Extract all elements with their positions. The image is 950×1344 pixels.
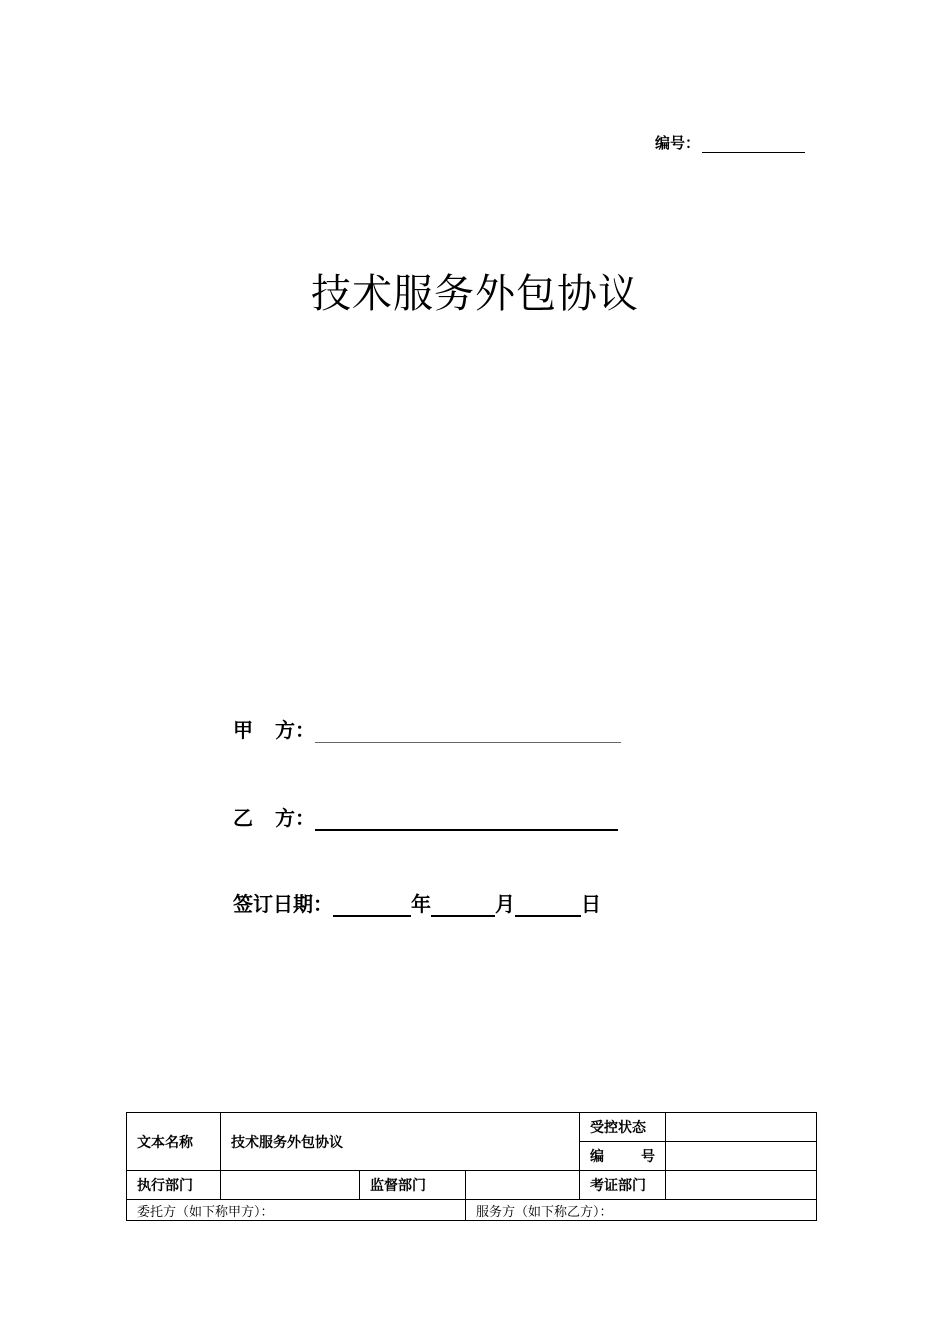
- supervise-dept-value[interactable]: [466, 1171, 580, 1200]
- party-a-label-first: 甲: [233, 718, 253, 742]
- document-number: [655, 132, 805, 153]
- service-label: 服务方（如下称乙方）：: [466, 1200, 817, 1221]
- number-label-first: 编: [590, 1149, 605, 1165]
- party-b-label-first: 乙: [233, 806, 253, 830]
- party-b-label-second: 方：: [275, 806, 315, 830]
- document-number-label: 编号：: [655, 134, 701, 152]
- doc-name-value: 技术服务外包协议: [221, 1113, 580, 1171]
- control-status-value[interactable]: [666, 1113, 817, 1142]
- document-control-table: [126, 1112, 817, 1221]
- party-b-blank[interactable]: [315, 805, 618, 831]
- client-label: 委托方（如下称甲方）：: [127, 1200, 466, 1221]
- number-value[interactable]: [666, 1142, 817, 1171]
- day-label: 日: [581, 892, 601, 916]
- doc-name-label: 文本名称: [127, 1113, 221, 1171]
- exec-dept-label: 执行部门: [127, 1171, 221, 1200]
- party-a-blank[interactable]: [315, 718, 621, 743]
- verify-dept-label: 考证部门: [580, 1171, 666, 1200]
- verify-dept-value[interactable]: [666, 1171, 817, 1200]
- month-blank[interactable]: [431, 891, 495, 917]
- number-label-cell: [580, 1142, 666, 1171]
- page-title: 技术服务外包协议: [311, 271, 639, 317]
- sign-date-row: [233, 888, 601, 917]
- day-blank[interactable]: [515, 891, 581, 917]
- table-row: [127, 1113, 817, 1142]
- year-label: 年: [411, 892, 431, 916]
- supervise-dept-label: 监督部门: [360, 1171, 466, 1200]
- party-a-row: [233, 714, 621, 743]
- document-number-blank[interactable]: [702, 135, 805, 153]
- month-label: 月: [495, 892, 515, 916]
- party-a-label-second: 方：: [275, 718, 315, 742]
- sign-date-label: 签订日期：: [233, 892, 333, 916]
- table-row: [127, 1171, 817, 1200]
- year-blank[interactable]: [333, 891, 411, 917]
- table-row: [127, 1200, 817, 1221]
- number-label-second: 号: [641, 1149, 656, 1165]
- exec-dept-value[interactable]: [221, 1171, 360, 1200]
- party-b-row: [233, 802, 618, 831]
- control-status-label: 受控状态: [580, 1113, 666, 1142]
